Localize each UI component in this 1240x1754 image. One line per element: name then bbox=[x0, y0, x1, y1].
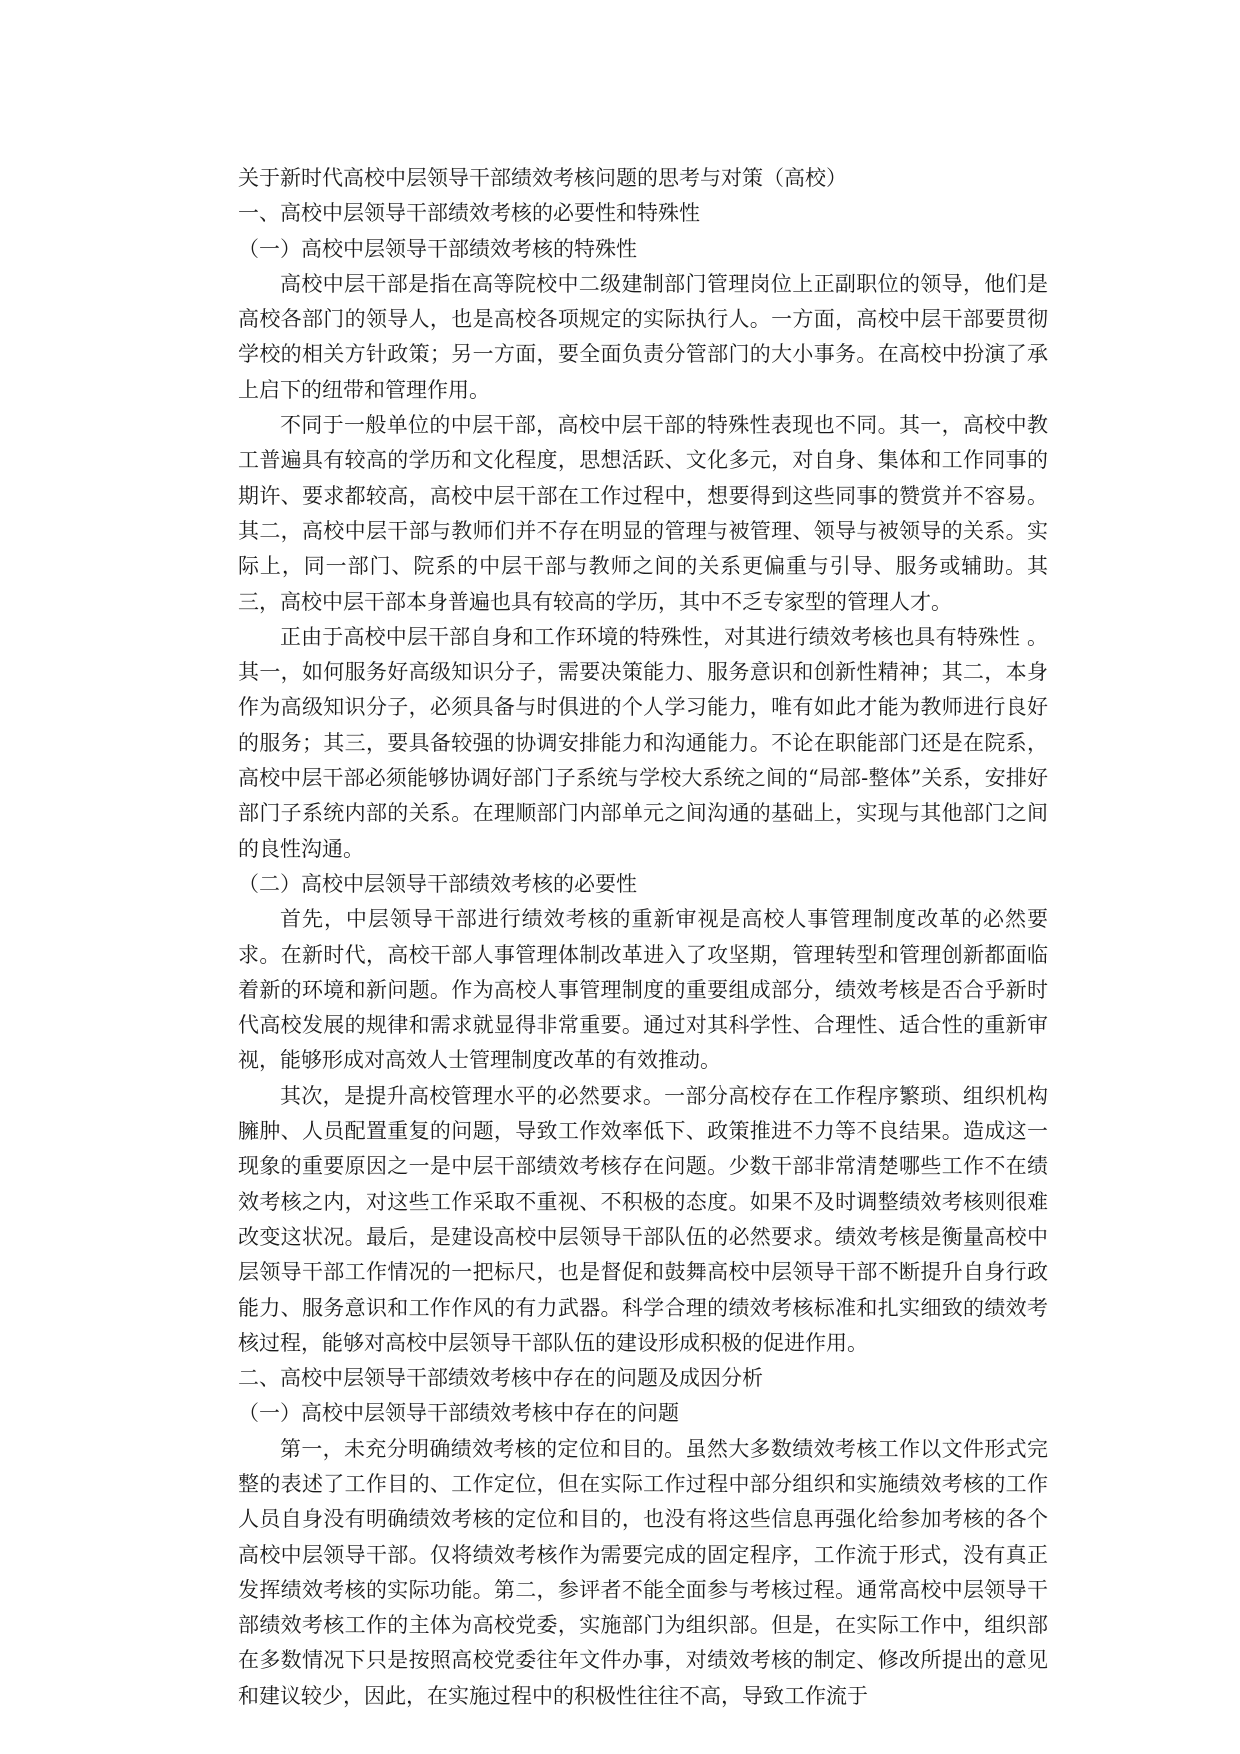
paragraph-6: 第一，未充分明确绩效考核的定位和目的。虽然大多数绩效考核工作以文件形式完整的表述了工作目的、工作定位，但在实际工作过程中部分组织和实施绩效考核的工作人员自身没有明确绩效考核的定位和目的，也没有将这些信息再强化给参加考核的各个高校中层领导干部。仅将绩效考核作为需要完成的固定程序，工作流于形式，没有真正发挥绩效考核的实际功能。第二，参评者不能全面参与考核过程。通常高校中层领导干部绩效考核工作的主体为高校党委，实施部门为组织部。但是，在实际工作中，组织部在多数情况下只是按照高校党委往年文件办事，对绩效考核的制定、修改所提出的意见和建议较少，因此，在实施过程中的积极性往往不高，导致工作流于 bbox=[238, 1436, 1048, 1708]
paragraph-5: 其次，是提升高校管理水平的必然要求。一部分高校存在工作程序繁琐、组织机构臃肿、人员配置重复的问题，导致工作效率低下、政策推进不力等不良结果。造成这一现象的重要原因之一是中层干部绩效考核存在问题。少数干部非常清楚哪些工作不在绩效考核之内，对这些工作采取不重视、不积极的态度。如果不及时调整绩效考核则很难改变这状况。最后，是建设高校中层领导干部队伍的必然要求。绩效考核是衡量高校中层领导干部工作情况的一把标尺，也是督促和鼓舞高校中层领导干部不断提升自身行政能力、服务意识和工作作风的有力武器。科学合理的绩效考核标准和扎实细致的绩效考核过程，能够对高校中层领导干部队伍的建设形成积极的促进作用。 bbox=[238, 1083, 1048, 1355]
paragraph-4: 首先，中层领导干部进行绩效考核的重新审视是高校人事管理制度改革的必然要求。在新时代，高校干部人事管理体制改革进入了攻坚期，管理转型和管理创新都面临着新的环境和新问题。作为高校人事管理制度的重要组成部分，绩效考核是否合乎新时代高校发展的规律和需求就显得非常重要。通过对其科学性、合理性、适合性的重新审视，能够形成对高效人士管理制度改革的有效推动。 bbox=[238, 907, 1048, 1073]
document-title: 关于新时代高校中层领导干部绩效考核问题的思考与对策（高校） bbox=[238, 166, 847, 190]
section-heading-1: 一、高校中层领导干部绩效考核的必要性和特殊性 bbox=[238, 201, 700, 226]
subsection-heading-1-2: （二）高校中层领导干部绩效考核的必要性 bbox=[238, 871, 637, 896]
paragraph-3: 正由于高校中层干部自身和工作环境的特殊性，对其进行绩效考核也具有特殊性 。其一，如何服务好高级知识分子，需要决策能力、服务意识和创新性精神；其二，本身作为高级知识分子，必须具备与时俱进的个人学习能力，唯有如此才能为教师进行良好的服务；其三，要具备较强的协调安排能力和沟通能力。不论在职能部门还是在院系，高校中层干部必须能够协调好部门子系统与学校大系统之间的“局部-整体”关系，安排好部门子系统内部的关系。在理顺部门内部单元之间沟通的基础上，实现与其他部门之间的良性沟通。 bbox=[238, 624, 1048, 861]
subsection-heading-1-1: （一）高校中层领导干部绩效考核的特殊性 bbox=[238, 236, 637, 261]
document-body bbox=[238, 161, 1048, 1714]
paragraph-2: 不同于一般单位的中层干部，高校中层干部的特殊性表现也不同。其一，高校中教工普遍具有较高的学历和文化程度，思想活跃、文化多元，对自身、集体和工作同事的期许、要求都较高，高校中层干部在工作过程中，想要得到这些同事的赞赏并不容易。其二，高校中层干部与教师们并不存在明显的管理与被管理、领导与被领导的关系。实际上，同一部门、院系的中层干部与教师之间的关系更偏重与引导、服务或辅助。其三，高校中层干部本身普遍也具有较高的学历，其中不乏专家型的管理人才。 bbox=[238, 413, 1048, 614]
subsection-heading-2-1: （一）高校中层领导干部绩效考核中存在的问题 bbox=[238, 1401, 679, 1426]
paragraph-1: 高校中层干部是指在高等院校中二级建制部门管理岗位上正副职位的领导，他们是高校各部门的领导人，也是高校各项规定的实际执行人。一方面，高校中层干部要贯彻学校的相关方针政策；另一方面，要全面负责分管部门的大小事务。在高校中扮演了承上启下的纽带和管理作用。 bbox=[238, 271, 1048, 402]
section-heading-2: 二、高校中层领导干部绩效考核中存在的问题及成因分析 bbox=[238, 1366, 763, 1391]
